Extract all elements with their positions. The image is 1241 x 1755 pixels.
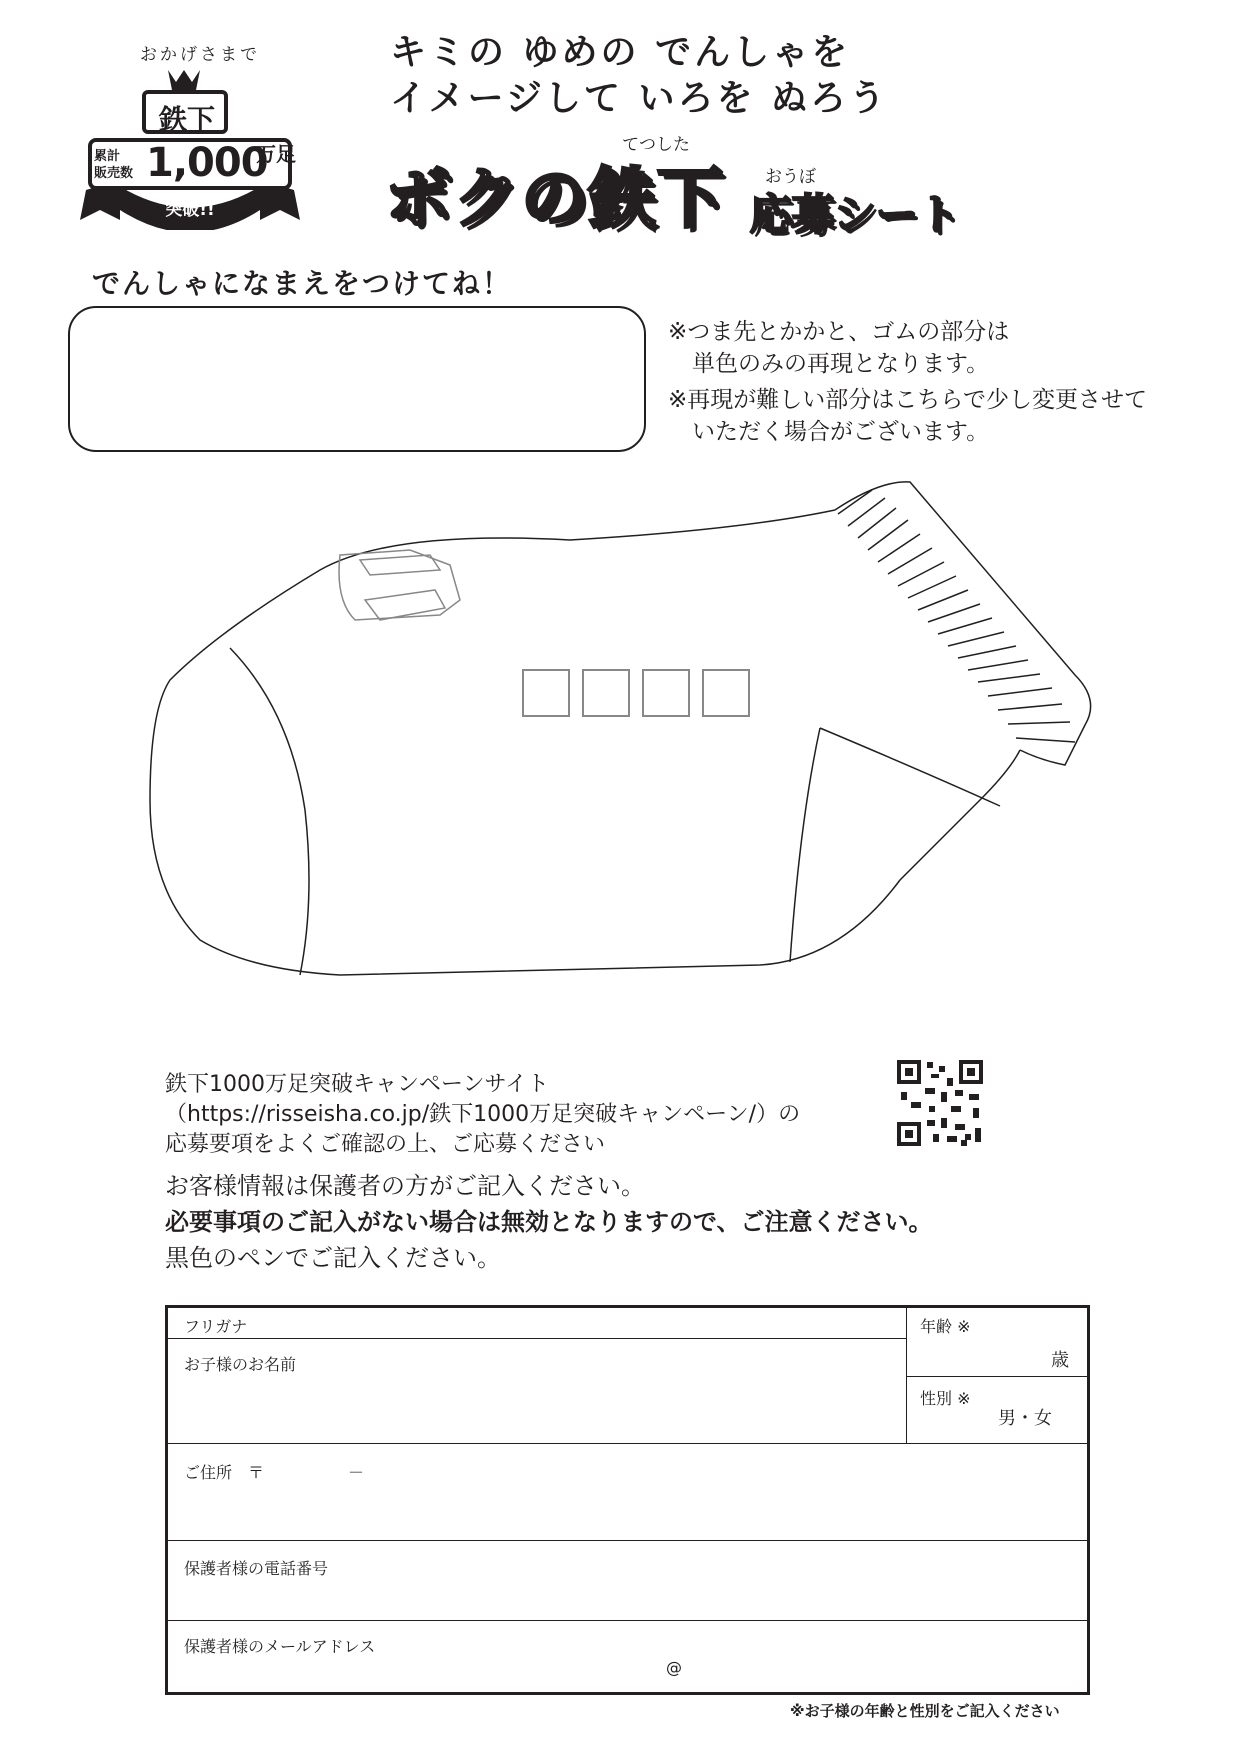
note2-line1: ※再現が難しい部分はこちらで少し変更させて (668, 387, 1148, 413)
address-field[interactable] (168, 1444, 1090, 1540)
title-ruby-main: てつした (622, 135, 690, 155)
postal-dash: － (348, 1463, 365, 1482)
headline (390, 30, 888, 122)
anniversary-badge (80, 40, 300, 230)
headline-line2: イメージして いろを ぬろう (390, 78, 888, 119)
note2-line2: いただく場合がございます。 (692, 419, 990, 445)
note1-line1: ※つま先とかかと、ゴムの部分は (668, 319, 1010, 345)
train-name-field[interactable] (68, 306, 646, 452)
age-field[interactable] (908, 1308, 1088, 1376)
campaign-line3: 応募要項をよくご確認の上、ご応募ください (165, 1132, 606, 1157)
customer-info-instructions (165, 1168, 933, 1276)
headline-line1: キミの ゆめの でんしゃを (390, 32, 851, 73)
info-line2: 必要事項のご記入がない場合は無効となりますので、ご注意ください。 (165, 1208, 933, 1236)
campaign-line1: 鉄下1000万足突破キャンペーンサイト (165, 1072, 550, 1097)
email-label: 保護者様のメールアドレス (184, 1637, 376, 1656)
age-unit: 歳 (1051, 1350, 1069, 1371)
badge-number: 1,000 (146, 140, 268, 186)
badge-top-text: おかげさまで (140, 45, 260, 65)
email-field[interactable] (168, 1621, 1090, 1693)
sock-coloring-area[interactable] (140, 470, 1100, 990)
cuff-ribs (838, 490, 1075, 742)
campaign-info (165, 1070, 800, 1160)
badge-breakthrough: 突破!! (165, 200, 215, 220)
info-line1: お客様情報は保護者の方がご記入ください。 (165, 1172, 645, 1200)
qr-code-icon[interactable] (895, 1058, 985, 1148)
train-name-prompt: でんしゃになまえをつけてね！ (92, 267, 513, 300)
gender-label: 性別 ※ (920, 1389, 971, 1408)
phone-label: 保護者様の電話番号 (184, 1559, 329, 1578)
application-form (165, 1305, 1090, 1695)
child-name-field[interactable] (168, 1308, 906, 1443)
campaign-url[interactable]: （https://risseisha.co.jp/鉄下1000万足突破キャンペーン/）の (165, 1102, 801, 1127)
badge-labels: 累計 販売数 (94, 149, 134, 181)
notes (668, 316, 1147, 448)
child-name-label: お子様のお名前 (184, 1355, 297, 1374)
info-line3: 黒色のペンでご記入ください。 (165, 1244, 501, 1272)
title-ruby-sub: おうぼ (765, 167, 816, 187)
phone-field[interactable] (168, 1541, 1090, 1619)
age-label: 年齢 ※ (920, 1317, 971, 1336)
page-subtitle: 応募シート (750, 190, 961, 239)
badge-brand: 鉄下 (158, 103, 215, 136)
form-footnote: ※お子様の年齢と性別をご記入ください (790, 1702, 1060, 1720)
email-at: @ (666, 1658, 682, 1677)
furigana-label: フリガナ (184, 1317, 248, 1336)
address-label: ご住所 〒 (184, 1463, 265, 1482)
page-title: ボクの鉄下 (385, 160, 725, 237)
note1-line2: 単色のみの再現となります。 (692, 351, 990, 377)
badge-unit: 万足 (256, 142, 296, 166)
number-boxes (523, 670, 749, 716)
divider (906, 1376, 1090, 1377)
gender-options[interactable]: 男・女 (998, 1408, 1052, 1429)
